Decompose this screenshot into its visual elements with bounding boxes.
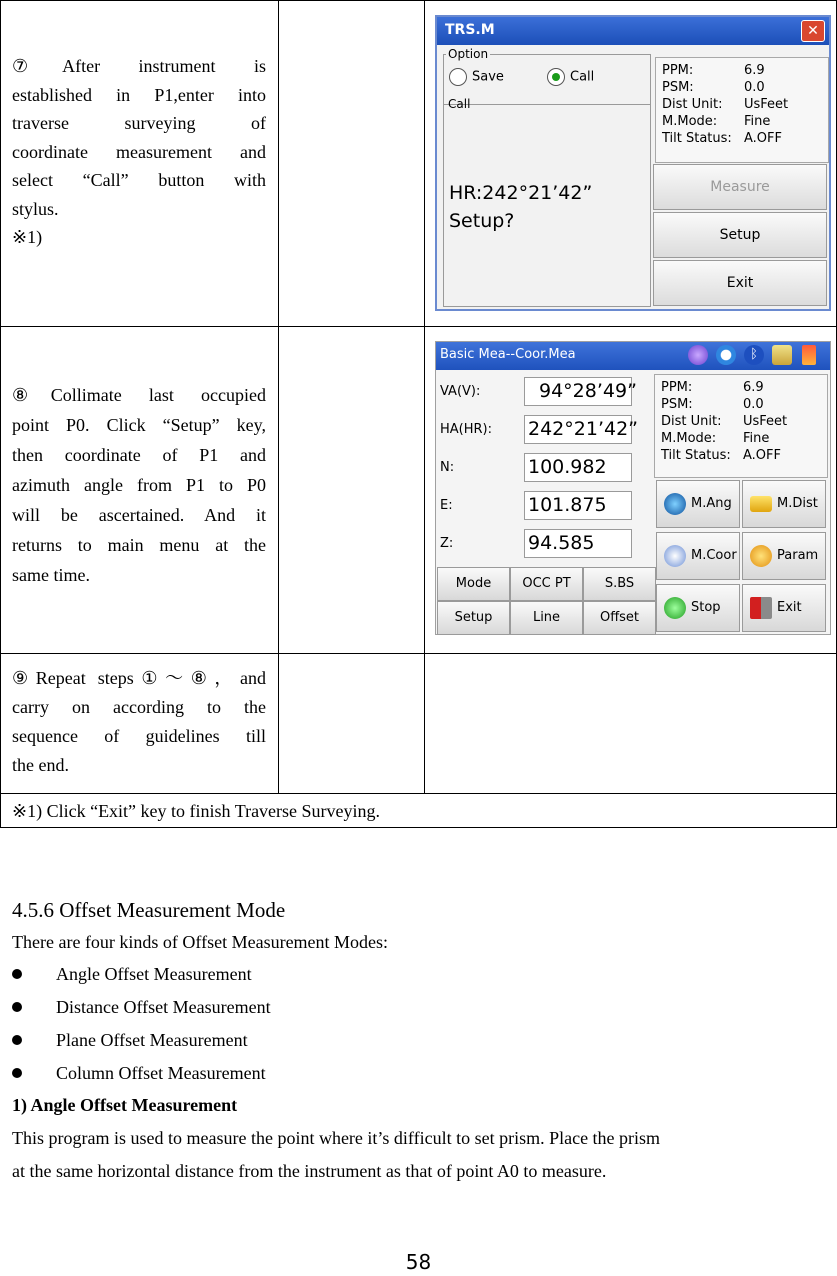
text-line: ⑧Collimate last occupied [12,385,266,405]
exit-door-icon [750,597,772,619]
hr-readout: HR:242°21’42” [449,182,593,204]
text-line: returns to main menu at the [12,535,266,555]
info-value: Fine [744,114,771,129]
text-line: sequence of guidelines till [12,726,266,746]
text-line: same time. [12,565,90,585]
step-8-text [12,380,266,590]
body-line: This program is used to measure the point where it’s difficult to set prism. Place the prism [12,1128,661,1148]
info-key: Dist Unit: [662,97,723,112]
measure-distance-icon [750,496,772,512]
e-value: 101.875 [524,491,632,520]
info-row [656,96,828,113]
info-row [656,130,828,147]
text-line: will be ascertained. And it [12,505,266,525]
call-message [449,179,592,235]
trs-m-screenshot [435,15,831,311]
plumb-icon [772,345,792,365]
z-label: Z: [440,536,454,551]
list-item-label: Column Offset Measurement [56,1063,266,1083]
text-line: ⑦After instrument is [12,56,266,76]
body-line: at the same horizontal distance from the instrument as that of point A0 to measure. [12,1161,607,1181]
bullet-icon [12,1068,22,1078]
window-title: Basic Mea--Coor.Mea [440,347,576,362]
info-value: UsFeet [744,97,789,112]
offset-button[interactable]: Offset [583,601,656,635]
bullet-icon [12,1035,22,1045]
save-label: Save [472,69,504,85]
text-line: ⑨Repeat steps①～⑧，and [12,668,266,688]
list-item-label: Angle Offset Measurement [56,964,252,984]
stop-button[interactable] [656,584,740,632]
text-line: established in P1,enter into [12,84,266,105]
gears-icon [750,545,772,567]
close-button[interactable]: ✕ [801,20,825,42]
table-cell [278,0,425,327]
measure-coordinate-icon [664,545,686,567]
text-line: point P0. Click “Setup” key, [12,415,266,435]
s-bs-button[interactable]: S.BS [583,567,656,601]
va-value: 94°28’49” [524,377,632,406]
info-row [656,62,828,79]
va-label: VA(V): [440,384,481,399]
section-heading: 4.5.6 Offset Measurement Mode [12,898,286,922]
ha-value: 242°21’42” [524,415,632,444]
info-value: 6.9 [743,380,764,395]
info-key: Tilt Status: [662,131,732,146]
m-coor-label: M.Coor [691,548,737,563]
info-value: UsFeet [743,414,788,429]
table-cell [278,653,425,794]
radio-on-icon [547,68,565,86]
text-line: traverse surveying of [12,113,266,133]
setup-soft-button[interactable]: Setup [437,601,510,635]
info-row [655,447,827,464]
info-value: Fine [743,431,770,446]
measure-button[interactable]: Measure [653,164,827,210]
n-value: 100.982 [524,453,632,482]
m-coor-button[interactable] [656,532,740,580]
z-value: 94.585 [524,529,632,558]
section-intro: There are four kinds of Offset Measurement Modes: [12,932,389,952]
title-bar [436,342,830,370]
stop-label: Stop [691,600,721,615]
table-cell [278,326,425,654]
exit-button[interactable]: Exit [653,260,827,306]
m-dist-label: M.Dist [777,496,818,511]
text-line: then coordinate of P1 and [12,445,266,465]
info-row [655,430,827,447]
info-value: 0.0 [744,80,765,95]
info-key: M.Mode: [661,431,717,446]
info-value: 6.9 [744,63,765,78]
info-value: 0.0 [743,397,764,412]
info-key: Dist Unit: [661,414,722,429]
info-value: A.OFF [743,448,781,463]
bullet-icon [12,969,22,979]
text-line: azimuth angle from P1 to P0 [12,475,266,495]
text-line: the end. [12,755,69,775]
window-title: TRS.M [445,22,495,38]
sub-heading: 1) Angle Offset Measurement [12,1095,238,1115]
title-bar [437,17,829,45]
param-button[interactable] [742,532,826,580]
param-label: Param [777,548,819,563]
info-row [655,413,827,430]
table-cell [424,653,837,794]
n-label: N: [440,460,455,475]
battery-icon [802,345,816,365]
status-info-box [655,57,829,163]
text-line: stylus. [12,198,59,219]
text-line: ※1) [12,227,43,247]
page-number: 58 [405,1250,432,1274]
info-key: Tilt Status: [661,448,731,463]
call-label: Call [570,69,595,85]
info-key: PSM: [661,397,693,412]
radio-off-icon [449,68,467,86]
info-key: PPM: [662,63,694,78]
m-ang-label: M.Ang [691,496,732,511]
table-footnote: ※1) Click “Exit” key to finish Traverse Surveying. [12,801,381,821]
info-row [656,79,828,96]
info-key: PSM: [662,80,694,95]
line-button[interactable]: Line [510,601,583,635]
gear-icon [716,345,736,365]
setup-prompt: Setup? [449,210,515,232]
info-key: PPM: [661,380,693,395]
list-item-label: Plane Offset Measurement [56,1030,248,1050]
info-key: M.Mode: [662,114,718,129]
stop-icon [664,597,686,619]
step-7-text [12,52,266,252]
info-value: A.OFF [744,131,782,146]
setup-button[interactable]: Setup [653,212,827,258]
text-line: carry on according to the [12,697,266,717]
measure-angle-icon [664,493,686,515]
exit-icon-button[interactable] [742,584,826,632]
occ-pt-button[interactable]: OCC PT [510,567,583,601]
bluetooth-icon: ᛒ [744,345,764,365]
call-legend: Call [448,97,471,111]
info-row [655,379,827,396]
list-item-label: Distance Offset Measurement [56,997,271,1017]
text-line: select “Call” button with [12,170,266,190]
mode-button[interactable]: Mode [437,567,510,601]
save-radio[interactable] [449,68,504,86]
basic-mea-screenshot [435,341,831,635]
m-dist-button[interactable] [742,480,826,528]
info-row [655,396,827,413]
call-radio[interactable] [547,68,594,86]
m-ang-button[interactable] [656,480,740,528]
text-line: coordinate measurement and [12,141,266,162]
e-label: E: [440,498,453,513]
ha-label: HA(HR): [440,422,492,437]
option-legend: Option [448,47,489,61]
gps-icon [688,345,708,365]
bullet-icon [12,1002,22,1012]
info-row [656,113,828,130]
status-info-box [654,374,828,478]
exit-label: Exit [777,600,802,615]
step-9-text [12,664,266,780]
